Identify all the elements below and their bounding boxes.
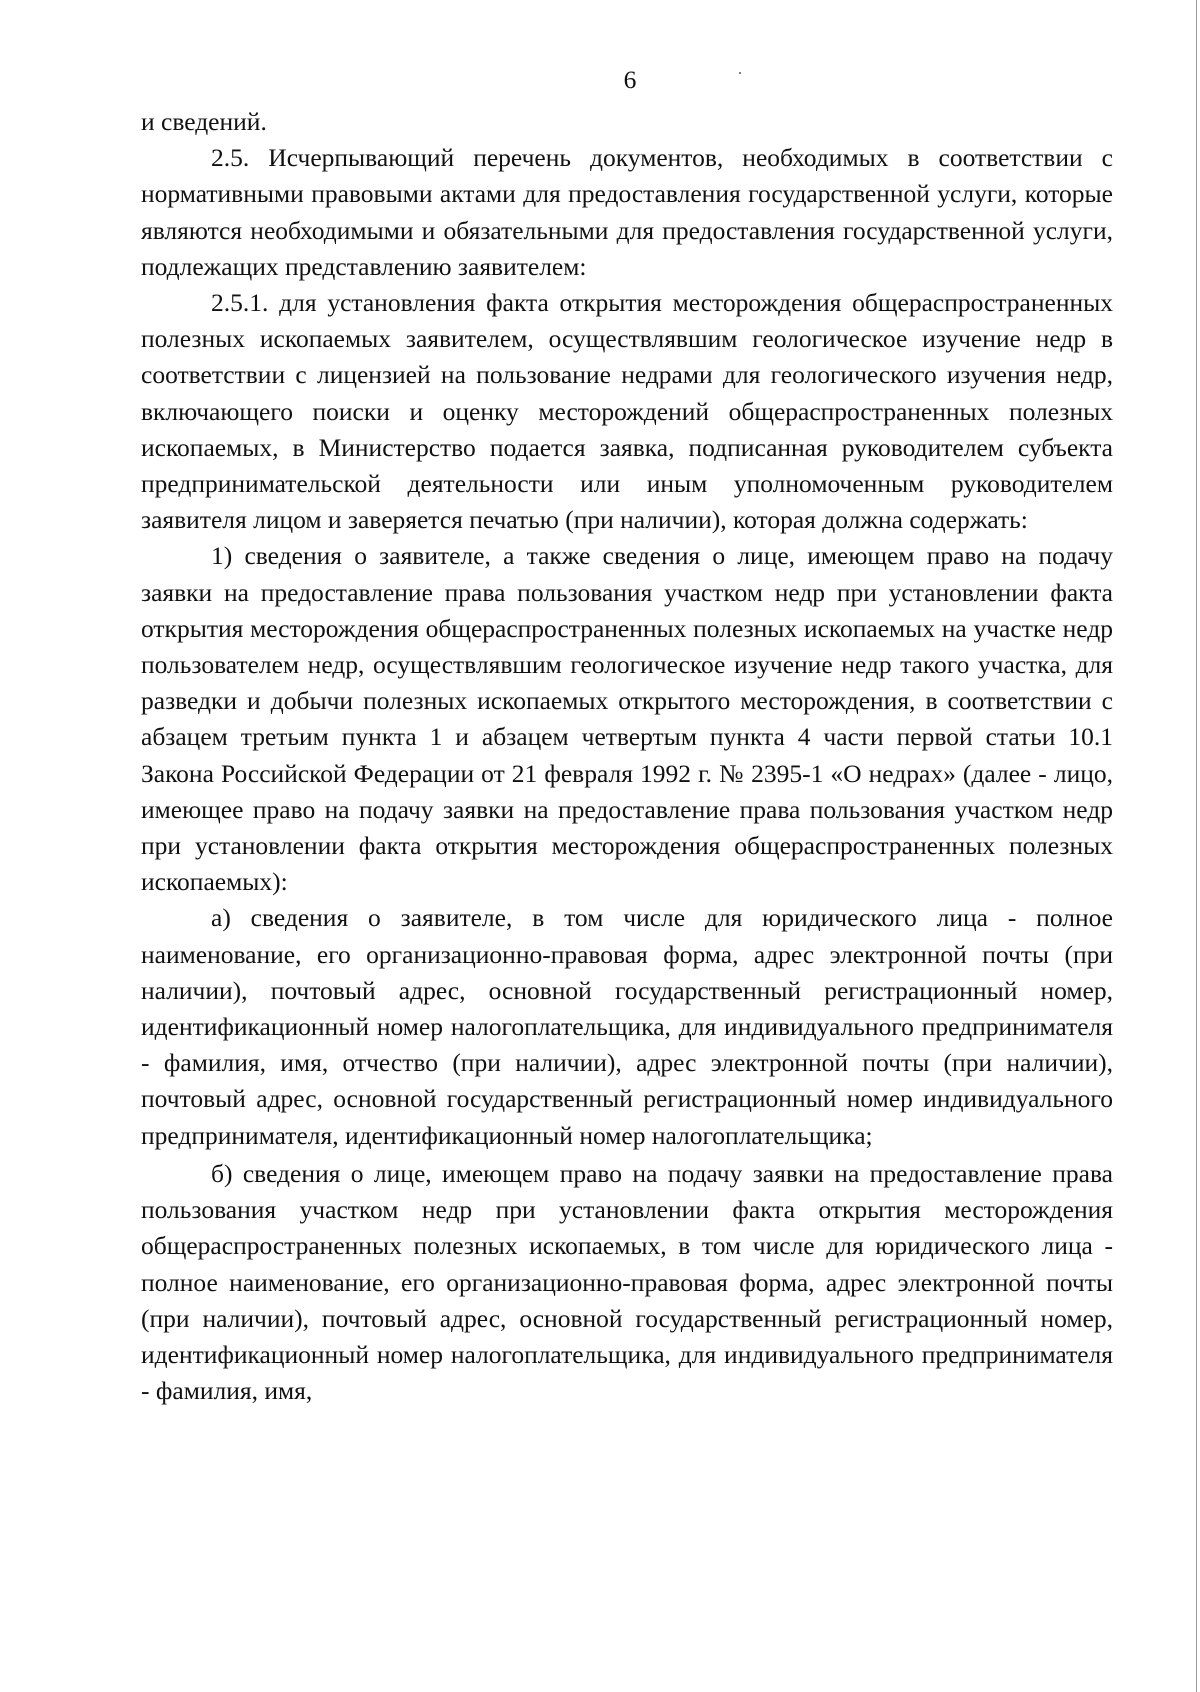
paragraph-continuation: и сведений. [141, 107, 267, 136]
paragraph-item-1: 1) сведения о заявителе, а также сведения о лице, имеющем право на подачу заявки на предоставление права пользования участком недр при установлении факта открытия месторождения общераспространенных полезных ископаемых на участке недр пользователем недр, осуществлявшим геологическое изучение недр такого участка, для разведки и добычи полезных ископаемых открытого месторождения, в соответствии с абзацем третьим пункта 1 и абзацем четвертым пункта 4 части первой статьи 10.1 Закона Российской Федерации от 21 февраля 1992 г. № 2395-1 «О недрах» (далее - лицо, имеющее право на подачу заявки на предоставление права пользования участком недр при установлении факта открытия месторождения общераспространенных полезных ископаемых): [141, 541, 1113, 897]
paragraph-2-5-1: 2.5.1. для установления факта открытия месторождения общераспространенных полезных ископаемых заявителем, осуществлявшим геологическое изучение недр в соответствии с лицензией на пользование недрами для геологического изучения недр, включающего поиски и оценку месторождений общераспространенных полезных ископаемых, в Министерство подается заявка, подписанная руководителем субъекта предпринимательской деятельности или иным уполномоченным руководителем заявителя лицом и заверяется печатью (при наличии), которая должна содержать: [141, 288, 1113, 535]
scan-speck [739, 72, 741, 74]
paragraph-2-5: 2.5. Исчерпывающий перечень документов, необходимых в соответствии с нормативными правовыми актами для предоставления государственной услуги, которые являются необходимыми и обязательными для предоставления государственной услуги, подлежащих представлению заявителем: [141, 143, 1113, 281]
document-body [141, 104, 1113, 1409]
paragraph-subitem-b: б) сведения о лице, имеющем право на подачу заявки на предоставление права пользования участком недр при установлении факта открытия месторождения общераспространенных полезных ископаемых, в том числе для юридического лица - полное наименование, его организационно-правовая форма, адрес электронной почты (при наличии), почтовый адрес, основной государственный регистрационный номер, идентификационный номер налогоплательщика, для индивидуального предпринимателя - фамилия, имя, [141, 1158, 1113, 1406]
page-number: 6 [623, 65, 637, 94]
paragraph-subitem-a: а) сведения о заявителе, в том числе для юридического лица - полное наименование, его организационно-правовая форма, адрес электронной почты (при наличии), почтовый адрес, основной государственный регистрационный номер, идентификационный номер налогоплательщика, для индивидуального предпринимателя - фамилия, имя, отчество (при наличии), адрес электронной почты (при наличии), почтовый адрес, основной государственный регистрационный номер индивидуального предпринимателя, идентификационный номер налогоплательщика; [141, 903, 1113, 1150]
page-edge-line [1196, 0, 1197, 1692]
